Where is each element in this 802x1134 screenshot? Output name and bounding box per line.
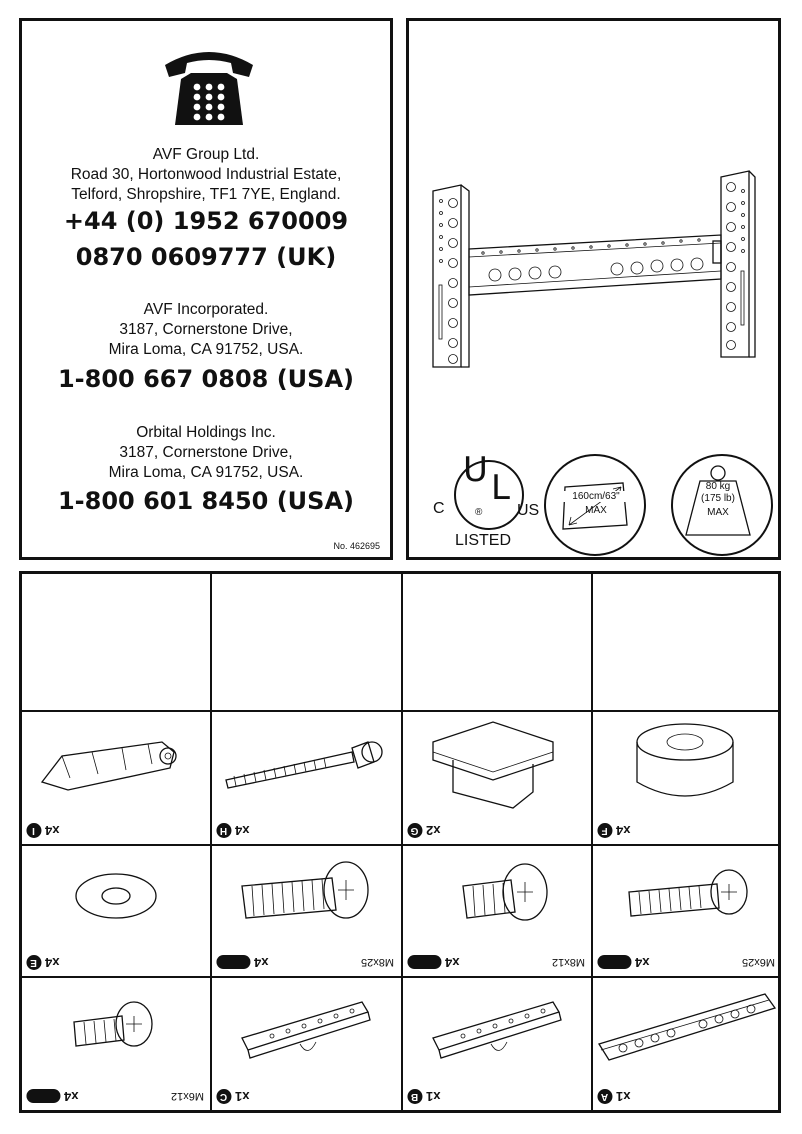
part-quantity: x4 [616,823,631,838]
bolt-pill-icon [597,956,631,970]
part-label [216,955,268,970]
part-label [597,955,649,970]
ul-us-mark: US [517,502,540,519]
washer-icon [22,846,212,946]
weight-kg: 80 kg [705,481,731,492]
part-cell-f [593,712,783,844]
bolt-m6x12-icon [22,978,212,1078]
wall-bracket-drawing [421,161,766,371]
part-letter: E [26,955,41,970]
address-line: Mira Loma, CA 91752, USA. [108,464,304,481]
part-quantity: x1 [616,1089,631,1104]
ul-u-mark: U [463,450,488,490]
part-letter: F [597,823,612,838]
part-quantity: x4 [254,955,269,970]
ul-l-mark: L [491,468,510,508]
spacer-icon [593,712,783,812]
part-cell-a [593,978,783,1110]
part-spec: M8x12 [551,956,585,968]
part-quantity: x1 [235,1089,250,1104]
ul-c-mark: C [433,500,445,517]
phone-usa-avf: 1-800 667 0808 (USA) [57,365,354,393]
address-line: 3187, Cornerstone Drive, [119,321,293,338]
part-label [26,823,59,838]
address-orbital [22,423,390,483]
spacer-clip-icon [403,712,593,812]
part-spec: M6x12 [170,1090,204,1102]
part-label [26,955,59,970]
product-panel [406,18,781,560]
part-quantity: x4 [45,823,60,838]
part-label [216,1089,249,1104]
address-line: Mira Loma, CA 91752, USA. [108,341,304,358]
part-spec: M6x25 [741,956,775,968]
parts-grid [19,571,781,1113]
screen-size-value: 160cm/63" [562,491,630,502]
bolt-pill-icon [216,956,250,970]
part-cell-e [22,846,212,976]
wall-anchor-icon [22,712,212,812]
part-cell-m6x12 [22,978,212,1110]
part-cell-m8x25 [212,846,402,976]
part-cell-m6x25 [593,846,783,976]
part-label [597,823,630,838]
document-number: No. 462695 [333,541,380,551]
telephone-icon [161,43,257,129]
phone-uk-international: +44 (0) 1952 670009 [63,207,349,235]
part-quantity: x4 [445,955,460,970]
weight-max: MAX [707,507,729,518]
address-avf-inc [22,300,390,360]
part-letter: A [597,1089,612,1104]
part-cell-c [212,978,402,1110]
wall-plate-a-icon [593,978,783,1078]
phone-uk: 0870 0609777 (UK) [75,243,337,271]
address-line: AVF Incorporated. [143,301,269,318]
part-quantity: x4 [45,955,60,970]
part-cell-m8x12 [403,846,593,976]
bolt-m8x12-icon [403,846,593,946]
phone-usa-orbital: 1-800 601 8450 (USA) [57,487,354,515]
address-line: Road 30, Hortonwood Industrial Estate, [70,166,342,183]
part-quantity: x4 [64,1089,79,1104]
part-cell-g [403,712,593,844]
part-label [407,955,459,970]
address-line: 3187, Cornerstone Drive, [119,444,293,461]
weight-lb: (175 lb) [701,493,735,504]
part-letter: B [407,1089,422,1104]
contact-panel [19,18,393,560]
bolt-pill-icon [407,956,441,970]
vertical-bracket-b-icon [403,978,593,1078]
part-letter: I [26,823,41,838]
part-letter: G [407,823,422,838]
screen-size-max: MAX [585,505,607,516]
address-line: Orbital Holdings Inc. [136,424,276,441]
vertical-bracket-c-icon [212,978,402,1078]
part-label [216,823,249,838]
bolt-m6x25-icon [593,846,783,946]
address-avf-group [22,145,390,205]
part-spec: M8x25 [360,956,394,968]
bolt-pill-icon [26,1090,60,1104]
address-line: Telford, Shropshire, TF1 7YE, England. [71,186,341,203]
address-line: AVF Group Ltd. [152,146,260,163]
weight-icon [666,449,778,561]
part-label [26,1089,78,1104]
part-quantity: x4 [635,955,650,970]
part-label [597,1089,630,1104]
part-label [407,823,440,838]
part-quantity: x1 [426,1089,441,1104]
part-label [407,1089,440,1104]
part-cell-b [403,978,593,1110]
ul-registered-mark: ® [475,507,483,518]
part-letter: H [216,823,231,838]
lag-bolt-icon [212,712,402,812]
part-quantity: x4 [235,823,250,838]
part-cell-i [22,712,212,844]
ul-listed-label: LISTED [455,532,512,549]
part-quantity: x2 [426,823,441,838]
part-cell-h [212,712,402,844]
bolt-m8x25-icon [212,846,402,946]
part-letter: C [216,1089,231,1104]
